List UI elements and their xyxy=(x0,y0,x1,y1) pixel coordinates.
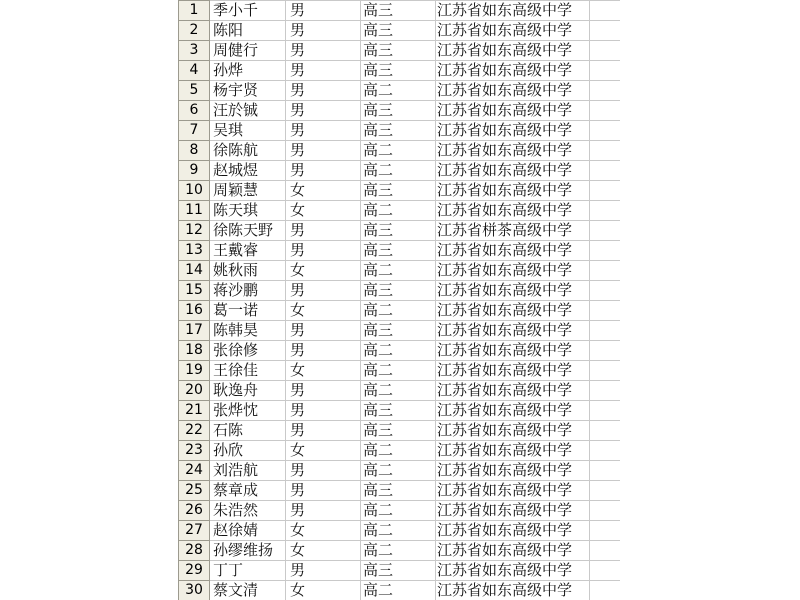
table-row xyxy=(179,321,621,341)
gender-cell[interactable]: 男 xyxy=(286,61,361,81)
grade-cell[interactable]: 高二 xyxy=(361,381,436,401)
gender-cell[interactable]: 女 xyxy=(286,581,361,600)
school-cell[interactable]: 江苏省如东高级中学 xyxy=(436,121,590,141)
empty-cell[interactable] xyxy=(590,481,621,501)
row-number-header[interactable]: 1 xyxy=(179,1,210,21)
name-cell[interactable]: 耿逸舟 xyxy=(210,381,286,401)
empty-cell[interactable] xyxy=(590,381,621,401)
school-cell[interactable]: 江苏省如东高级中学 xyxy=(436,321,590,341)
school-cell[interactable]: 江苏省如东高级中学 xyxy=(436,441,590,461)
empty-cell[interactable] xyxy=(590,241,621,261)
table-row xyxy=(179,481,621,501)
empty-cell[interactable] xyxy=(590,501,621,521)
grade-cell[interactable]: 高二 xyxy=(361,581,436,600)
empty-cell[interactable] xyxy=(590,101,621,121)
name-cell[interactable]: 孙烨 xyxy=(210,61,286,81)
empty-cell[interactable] xyxy=(590,541,621,561)
table-row xyxy=(179,501,621,521)
grade-cell[interactable]: 高三 xyxy=(361,101,436,121)
gender-cell[interactable]: 女 xyxy=(286,301,361,321)
name-cell[interactable]: 石陈 xyxy=(210,421,286,441)
gender-cell[interactable]: 男 xyxy=(286,101,361,121)
gender-cell[interactable]: 男 xyxy=(286,381,361,401)
table-row xyxy=(179,221,621,241)
gender-cell[interactable]: 男 xyxy=(286,281,361,301)
table-row xyxy=(179,381,621,401)
grade-cell[interactable]: 高二 xyxy=(361,541,436,561)
grade-cell[interactable]: 高二 xyxy=(361,201,436,221)
school-cell[interactable]: 江苏省如东高级中学 xyxy=(436,521,590,541)
name-cell[interactable]: 张烨忱 xyxy=(210,401,286,421)
row-number-header[interactable]: 29 xyxy=(179,561,210,581)
school-cell[interactable]: 江苏省如东高级中学 xyxy=(436,401,590,421)
empty-cell[interactable] xyxy=(590,81,621,101)
table-row xyxy=(179,401,621,421)
row-number-header[interactable]: 17 xyxy=(179,321,210,341)
empty-cell[interactable] xyxy=(590,581,621,600)
gender-cell[interactable]: 男 xyxy=(286,461,361,481)
grade-cell[interactable]: 高二 xyxy=(361,141,436,161)
row-number-header[interactable]: 11 xyxy=(179,201,210,221)
school-cell[interactable]: 江苏省如东高级中学 xyxy=(436,181,590,201)
name-cell[interactable]: 蔡章成 xyxy=(210,481,286,501)
school-cell[interactable]: 江苏省如东高级中学 xyxy=(436,381,590,401)
grade-cell[interactable]: 高二 xyxy=(361,441,436,461)
spreadsheet xyxy=(178,0,620,600)
gender-cell[interactable]: 男 xyxy=(286,421,361,441)
name-cell[interactable]: 刘浩航 xyxy=(210,461,286,481)
school-cell[interactable]: 江苏省如东高级中学 xyxy=(436,541,590,561)
name-cell[interactable]: 徐陈航 xyxy=(210,141,286,161)
empty-cell[interactable] xyxy=(590,201,621,221)
empty-cell[interactable] xyxy=(590,141,621,161)
empty-cell[interactable] xyxy=(590,21,621,41)
empty-cell[interactable] xyxy=(590,401,621,421)
grade-cell[interactable]: 高二 xyxy=(361,501,436,521)
empty-cell[interactable] xyxy=(590,41,621,61)
empty-cell[interactable] xyxy=(590,221,621,241)
row-number-header[interactable]: 26 xyxy=(179,501,210,521)
name-cell[interactable]: 孙缪维扬 xyxy=(210,541,286,561)
gender-cell[interactable]: 女 xyxy=(286,201,361,221)
name-cell[interactable]: 姚秋雨 xyxy=(210,261,286,281)
school-cell[interactable]: 江苏省如东高级中学 xyxy=(436,41,590,61)
gender-cell[interactable]: 男 xyxy=(286,1,361,21)
empty-cell[interactable] xyxy=(590,301,621,321)
empty-cell[interactable] xyxy=(590,561,621,581)
grade-cell[interactable]: 高二 xyxy=(361,301,436,321)
grade-cell[interactable]: 高二 xyxy=(361,261,436,281)
table-row xyxy=(179,161,621,181)
school-cell[interactable]: 江苏省如东高级中学 xyxy=(436,561,590,581)
name-cell[interactable]: 赵城煜 xyxy=(210,161,286,181)
table-row xyxy=(179,241,621,261)
name-cell[interactable]: 王徐佳 xyxy=(210,361,286,381)
row-number-header[interactable]: 12 xyxy=(179,221,210,241)
empty-cell[interactable] xyxy=(590,181,621,201)
table-row xyxy=(179,541,621,561)
name-cell[interactable]: 陈天琪 xyxy=(210,201,286,221)
table-row xyxy=(179,61,621,81)
table-row xyxy=(179,141,621,161)
empty-cell[interactable] xyxy=(590,281,621,301)
row-number-header[interactable]: 24 xyxy=(179,461,210,481)
row-number-header[interactable]: 8 xyxy=(179,141,210,161)
grade-cell[interactable]: 高三 xyxy=(361,281,436,301)
grade-cell[interactable]: 高二 xyxy=(361,341,436,361)
name-cell[interactable]: 葛一诺 xyxy=(210,301,286,321)
grade-cell[interactable]: 高三 xyxy=(361,61,436,81)
school-cell[interactable]: 江苏省如东高级中学 xyxy=(436,61,590,81)
school-cell[interactable]: 江苏省如东高级中学 xyxy=(436,341,590,361)
grade-cell[interactable]: 高三 xyxy=(361,41,436,61)
gender-cell[interactable]: 男 xyxy=(286,221,361,241)
gender-cell[interactable]: 女 xyxy=(286,521,361,541)
name-cell[interactable]: 陈韩昊 xyxy=(210,321,286,341)
gender-cell[interactable]: 男 xyxy=(286,21,361,41)
empty-cell[interactable] xyxy=(590,461,621,481)
table-row xyxy=(179,301,621,321)
name-cell[interactable]: 蔡文清 xyxy=(210,581,286,600)
school-cell[interactable]: 江苏省栟茶高级中学 xyxy=(436,221,590,241)
name-cell[interactable]: 徐陈天野 xyxy=(210,221,286,241)
grade-cell[interactable]: 高二 xyxy=(361,161,436,181)
school-cell[interactable]: 江苏省如东高级中学 xyxy=(436,241,590,261)
row-number-header[interactable]: 9 xyxy=(179,161,210,181)
grade-cell[interactable]: 高三 xyxy=(361,481,436,501)
empty-cell[interactable] xyxy=(590,321,621,341)
grade-cell[interactable]: 高三 xyxy=(361,221,436,241)
gender-cell[interactable]: 男 xyxy=(286,481,361,501)
name-cell[interactable]: 蒋沙鹏 xyxy=(210,281,286,301)
empty-cell[interactable] xyxy=(590,61,621,81)
table-row xyxy=(179,461,621,481)
grade-cell[interactable]: 高三 xyxy=(361,421,436,441)
row-number-header[interactable]: 16 xyxy=(179,301,210,321)
gender-cell[interactable]: 男 xyxy=(286,501,361,521)
gender-cell[interactable]: 男 xyxy=(286,161,361,181)
table-row xyxy=(179,261,621,281)
school-cell[interactable]: 江苏省如东高级中学 xyxy=(436,481,590,501)
table-row xyxy=(179,441,621,461)
gender-cell[interactable]: 男 xyxy=(286,561,361,581)
empty-cell[interactable] xyxy=(590,441,621,461)
row-number-header[interactable]: 3 xyxy=(179,41,210,61)
school-cell[interactable]: 江苏省如东高级中学 xyxy=(436,21,590,41)
table-row xyxy=(179,1,621,21)
grade-cell[interactable]: 高二 xyxy=(361,81,436,101)
school-cell[interactable]: 江苏省如东高级中学 xyxy=(436,581,590,600)
grade-cell[interactable]: 高三 xyxy=(361,561,436,581)
empty-cell[interactable] xyxy=(590,421,621,441)
school-cell[interactable]: 江苏省如东高级中学 xyxy=(436,81,590,101)
gender-cell[interactable]: 男 xyxy=(286,241,361,261)
student-table xyxy=(178,0,620,600)
row-number-header[interactable]: 15 xyxy=(179,281,210,301)
table-row xyxy=(179,521,621,541)
row-number-header[interactable]: 14 xyxy=(179,261,210,281)
school-cell[interactable]: 江苏省如东高级中学 xyxy=(436,141,590,161)
row-number-header[interactable]: 27 xyxy=(179,521,210,541)
name-cell[interactable]: 周颖慧 xyxy=(210,181,286,201)
row-number-header[interactable]: 5 xyxy=(179,81,210,101)
table-row xyxy=(179,41,621,61)
gender-cell[interactable]: 女 xyxy=(286,361,361,381)
empty-cell[interactable] xyxy=(590,261,621,281)
name-cell[interactable]: 丁丁 xyxy=(210,561,286,581)
grade-cell[interactable]: 高三 xyxy=(361,401,436,421)
gender-cell[interactable]: 男 xyxy=(286,81,361,101)
grade-cell[interactable]: 高三 xyxy=(361,321,436,341)
gender-cell[interactable]: 男 xyxy=(286,341,361,361)
empty-cell[interactable] xyxy=(590,121,621,141)
table-row xyxy=(179,181,621,201)
table-row xyxy=(179,421,621,441)
row-number-header[interactable]: 20 xyxy=(179,381,210,401)
gender-cell[interactable]: 男 xyxy=(286,401,361,421)
row-number-header[interactable]: 19 xyxy=(179,361,210,381)
school-cell[interactable]: 江苏省如东高级中学 xyxy=(436,361,590,381)
school-cell[interactable]: 江苏省如东高级中学 xyxy=(436,161,590,181)
name-cell[interactable]: 汪於铖 xyxy=(210,101,286,121)
empty-cell[interactable] xyxy=(590,161,621,181)
row-number-header[interactable]: 21 xyxy=(179,401,210,421)
grade-cell[interactable]: 高二 xyxy=(361,461,436,481)
empty-cell[interactable] xyxy=(590,361,621,381)
row-number-header[interactable]: 18 xyxy=(179,341,210,361)
row-number-header[interactable]: 25 xyxy=(179,481,210,501)
name-cell[interactable]: 陈阳 xyxy=(210,21,286,41)
name-cell[interactable]: 杨宇贤 xyxy=(210,81,286,101)
table-row xyxy=(179,121,621,141)
school-cell[interactable]: 江苏省如东高级中学 xyxy=(436,501,590,521)
table-row xyxy=(179,281,621,301)
table-row xyxy=(179,361,621,381)
grade-cell[interactable]: 高二 xyxy=(361,521,436,541)
table-body xyxy=(179,1,621,600)
gender-cell[interactable]: 男 xyxy=(286,41,361,61)
grade-cell[interactable]: 高三 xyxy=(361,21,436,41)
table-row xyxy=(179,201,621,221)
empty-cell[interactable] xyxy=(590,1,621,21)
table-row xyxy=(179,21,621,41)
gender-cell[interactable]: 男 xyxy=(286,141,361,161)
name-cell[interactable]: 王戴睿 xyxy=(210,241,286,261)
name-cell[interactable]: 张徐修 xyxy=(210,341,286,361)
row-number-header[interactable]: 2 xyxy=(179,21,210,41)
table-row xyxy=(179,101,621,121)
row-number-header[interactable]: 30 xyxy=(179,581,210,600)
gender-cell[interactable]: 女 xyxy=(286,181,361,201)
row-number-header[interactable]: 6 xyxy=(179,101,210,121)
row-number-header[interactable]: 23 xyxy=(179,441,210,461)
empty-cell[interactable] xyxy=(590,341,621,361)
grade-cell[interactable]: 高二 xyxy=(361,361,436,381)
name-cell[interactable]: 周健行 xyxy=(210,41,286,61)
row-number-header[interactable]: 28 xyxy=(179,541,210,561)
gender-cell[interactable]: 女 xyxy=(286,261,361,281)
row-number-header[interactable]: 22 xyxy=(179,421,210,441)
grade-cell[interactable]: 高三 xyxy=(361,1,436,21)
grade-cell[interactable]: 高三 xyxy=(361,121,436,141)
gender-cell[interactable]: 女 xyxy=(286,541,361,561)
table-row xyxy=(179,81,621,101)
school-cell[interactable]: 江苏省如东高级中学 xyxy=(436,261,590,281)
name-cell[interactable]: 朱浩然 xyxy=(210,501,286,521)
grade-cell[interactable]: 高三 xyxy=(361,241,436,261)
row-number-header[interactable]: 7 xyxy=(179,121,210,141)
name-cell[interactable]: 赵徐婧 xyxy=(210,521,286,541)
school-cell[interactable]: 江苏省如东高级中学 xyxy=(436,281,590,301)
table-row xyxy=(179,341,621,361)
gender-cell[interactable]: 男 xyxy=(286,321,361,341)
school-cell[interactable]: 江苏省如东高级中学 xyxy=(436,301,590,321)
empty-cell[interactable] xyxy=(590,521,621,541)
school-cell[interactable]: 江苏省如东高级中学 xyxy=(436,421,590,441)
name-cell[interactable]: 季小千 xyxy=(210,1,286,21)
gender-cell[interactable]: 男 xyxy=(286,121,361,141)
school-cell[interactable]: 江苏省如东高级中学 xyxy=(436,461,590,481)
grade-cell[interactable]: 高三 xyxy=(361,181,436,201)
table-row xyxy=(179,561,621,581)
school-cell[interactable]: 江苏省如东高级中学 xyxy=(436,101,590,121)
row-number-header[interactable]: 4 xyxy=(179,61,210,81)
table-row xyxy=(179,581,621,600)
row-number-header[interactable]: 13 xyxy=(179,241,210,261)
name-cell[interactable]: 孙欣 xyxy=(210,441,286,461)
name-cell[interactable]: 吴琪 xyxy=(210,121,286,141)
school-cell[interactable]: 江苏省如东高级中学 xyxy=(436,201,590,221)
gender-cell[interactable]: 女 xyxy=(286,441,361,461)
row-number-header[interactable]: 10 xyxy=(179,181,210,201)
school-cell[interactable]: 江苏省如东高级中学 xyxy=(436,1,590,21)
